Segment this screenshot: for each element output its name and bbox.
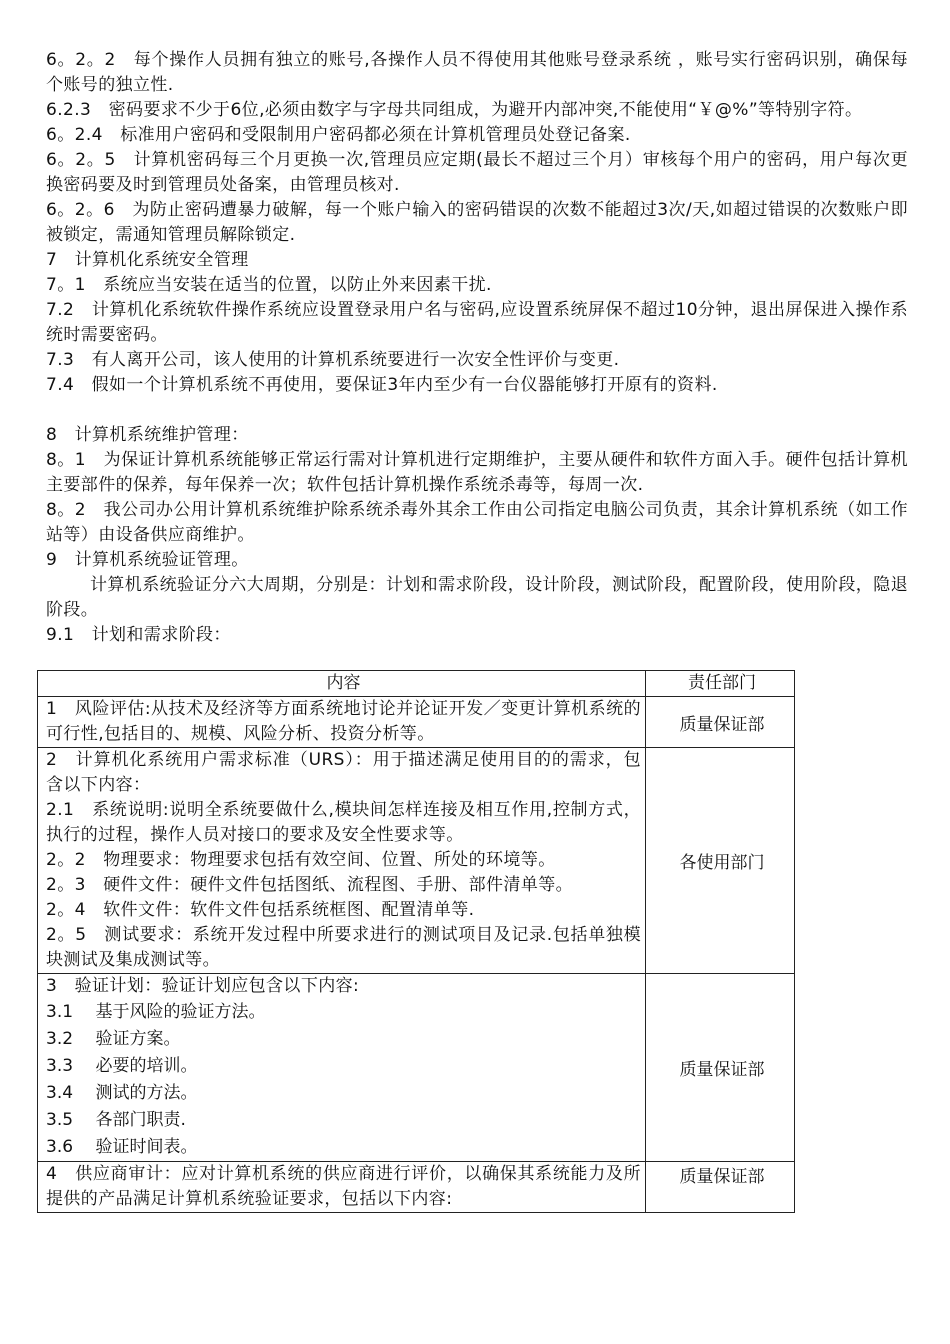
row4-line: 4 供应商审计：应对计算机系统的供应商进行评价，以确保其系统能力及所提供的产品满足计算机系统验证要求，包括以下内容: <box>46 1164 641 1209</box>
table-row <box>38 697 795 748</box>
paragraph-7-1: 7。1 系统应当安装在适当的位置，以防止外来因素干扰. <box>46 275 492 295</box>
row2-line: 2。2 物理要求：物理要求包括有效空间、位置、所处的环境等。 <box>46 850 556 870</box>
row3-item: 3.2 验证方案。 <box>46 1029 181 1049</box>
row3-item: 3.4 测试的方法。 <box>46 1083 198 1103</box>
section-9-heading: 9 计算机系统验证管理。 <box>46 550 249 570</box>
paragraph-8-2: 8。2 我公司办公用计算机系统维护除系统杀毒外其余工作由公司指定电脑公司负责，其余计算机系统（如工作站等）由设备供应商维护。 <box>46 500 908 545</box>
row3-item: 3.1 基于风险的验证方法。 <box>46 1002 266 1022</box>
section-7-heading: 7 计算机化系统安全管理 <box>46 250 249 270</box>
paragraph-7-4: 7.4 假如一个计算机系统不再使用，要保证3年内至少有一台仪器能够打开原有的资料. <box>46 375 718 395</box>
paragraph-6-2-2: 6。2。2 每个操作人员拥有独立的账号,各操作人员不得使用其他账号登录系统 ，账号实行密码识别，确保每个账号的独立性. <box>46 50 908 95</box>
paragraph-7-2: 7.2 计算机化系统软件操作系统应设置登录用户名与密码,应设置系统屏保不超过10分钟，退出屏保进入操作系统时需要密码。 <box>46 300 908 345</box>
paragraph-6-2-6: 6。2。6 为防止密码遭暴力破解，每一个账户输入的密码错误的次数不能超过3次/天,如超过错误的次数账户即被锁定，需通知管理员解除锁定. <box>46 200 908 245</box>
row3-dept: 质量保证部 <box>646 974 795 1162</box>
row3-title: 3 验证计划：验证计划应包含以下内容: <box>46 976 360 996</box>
row3-item: 3.5 各部门职责. <box>46 1110 186 1130</box>
row2-line: 2 计算机化系统用户需求标准（URS）：用于描述满足使用目的的需求，包含以下内容： <box>46 750 641 795</box>
header-content: 内容 <box>38 671 646 697</box>
paragraph-8-1: 8。1 为保证计算机系统能够正常运行需对计算机进行定期维护，主要从硬件和软件方面入手。硬件包括计算机主要部件的保养，每年保养一次；软件包括计算机操作系统杀毒等，每周一次. <box>46 450 908 495</box>
row2-line: 2。5 测试要求：系统开发过程中所要求进行的测试项目及记录.包括单独模块测试及集成测试等。 <box>46 925 641 970</box>
table-row <box>38 1162 795 1213</box>
paragraph-9-intro: 计算机系统验证分六大周期，分别是：计划和需求阶段，设计阶段，测试阶段，配置阶段，使用阶段，隐退阶段。 <box>46 575 908 620</box>
paragraph-6-2-3: 6.2.3 密码要求不少于6位,必须由数字与字母共同组成，为避开内部冲突,不能使用“￥@%”等特别字符。 <box>46 100 863 120</box>
document-body <box>46 48 908 648</box>
row2-line: 2。3 硬件文件：硬件文件包括图纸、流程图、手册、部件清单等。 <box>46 875 574 895</box>
row2-line: 2。4 软件文件：软件文件包括系统框图、配置清单等. <box>46 900 475 920</box>
row2-content <box>38 748 646 974</box>
table-row <box>38 748 795 974</box>
section-8-heading: 8 计算机系统维护管理： <box>46 425 249 445</box>
row3-item: 3.6 验证时间表。 <box>46 1137 198 1157</box>
row1-content <box>38 697 646 748</box>
planning-stage-table <box>37 670 795 1213</box>
row3-item: 3.3 必要的培训。 <box>46 1056 198 1076</box>
row2-line: 2.1 系统说明:说明全系统要做什么,模块间怎样连接及相互作用,控制方式，执行的过程，操作人员对接口的要求及安全性要求等。 <box>46 800 641 845</box>
row2-dept: 各使用部门 <box>646 748 795 974</box>
row4-dept: 质量保证部 <box>646 1162 795 1213</box>
row1-line: 1 风险评估:从技术及经济等方面系统地讨论并论证开发／变更计算机系统的可行性,包括目的、规模、风险分析、投资分析等。 <box>46 699 641 744</box>
header-responsible-dept: 责任部门 <box>646 671 795 697</box>
paragraph-7-3: 7.3 有人离开公司，该人使用的计算机系统要进行一次安全性评价与变更. <box>46 350 620 370</box>
table-row <box>38 974 795 1162</box>
blank-line <box>46 398 908 423</box>
row4-content <box>38 1162 646 1213</box>
row1-dept: 质量保证部 <box>646 697 795 748</box>
paragraph-6-2-4: 6。2.4 标准用户密码和受限制用户密码都必须在计算机管理员处登记备案. <box>46 125 631 145</box>
section-9-1-heading: 9.1 计划和需求阶段： <box>46 625 231 645</box>
row3-content <box>38 974 646 1162</box>
table-header-row <box>38 671 795 697</box>
paragraph-6-2-5: 6。2。5 计算机密码每三个月更换一次,管理员应定期(最长不超过三个月）审核每个用户的密码，用户每次更换密码要及时到管理员处备案，由管理员核对. <box>46 150 908 195</box>
